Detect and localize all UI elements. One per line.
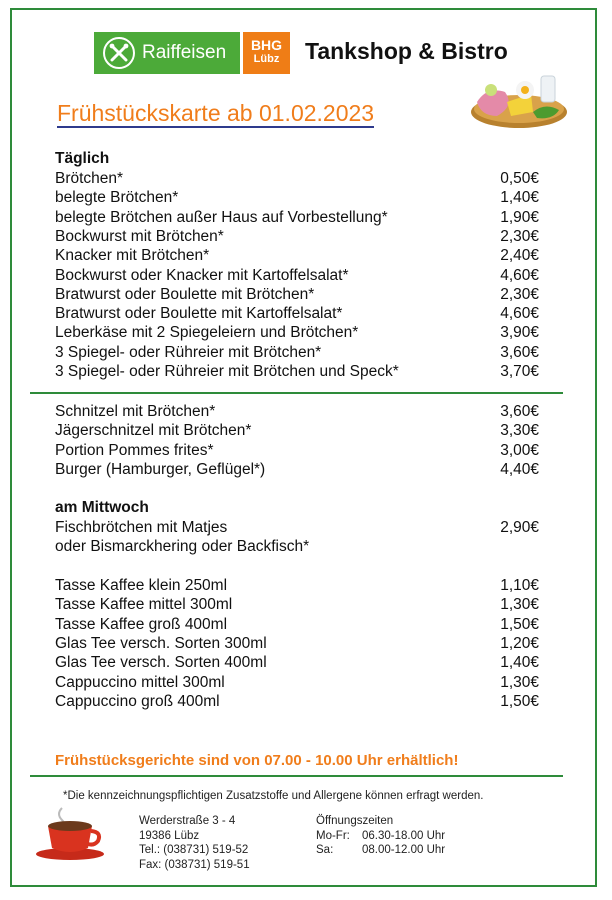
menu-item-name: Bratwurst oder Boulette mit Kartoffelsalat* bbox=[55, 305, 343, 323]
menu-item bbox=[55, 576, 539, 595]
menu-item-price: 1,40€ bbox=[500, 654, 539, 672]
menu-item-name: Knacker mit Brötchen* bbox=[55, 247, 210, 265]
hours-saturday-label: Sa: bbox=[316, 844, 334, 856]
menu-item-name: Glas Tee versch. Sorten 300ml bbox=[55, 634, 267, 652]
menu-item-price: 4,40€ bbox=[500, 460, 539, 478]
menu-item-price: 3,60€ bbox=[500, 343, 539, 361]
address-street: Werderstraße 3 - 4 bbox=[139, 815, 236, 827]
menu-item-price: 1,40€ bbox=[500, 189, 539, 207]
menu-item-price: 1,30€ bbox=[500, 673, 539, 691]
bhg-badge-line1: BHG bbox=[250, 37, 283, 53]
hours-title: Öffnungszeiten bbox=[316, 815, 394, 827]
logo-name: Raiffeisen bbox=[142, 42, 227, 63]
menu-item bbox=[55, 285, 539, 304]
menu-item bbox=[55, 421, 539, 440]
menu-item-price: 4,60€ bbox=[500, 266, 539, 284]
menu-item-name: Jägerschnitzel mit Brötchen* bbox=[55, 422, 252, 440]
menu-item-price: 3,00€ bbox=[500, 441, 539, 459]
menu-item-name: Bockwurst mit Brötchen* bbox=[55, 227, 224, 245]
bhg-badge bbox=[243, 32, 290, 74]
hours-saturday-time: 08.00-12.00 Uhr bbox=[362, 844, 446, 856]
breakfast-plate-icon bbox=[467, 72, 571, 130]
menu-item-price: 1,50€ bbox=[500, 692, 539, 710]
menu-item-name: oder Bismarckhering oder Backfisch* bbox=[55, 538, 310, 556]
menu-item-name: Cappuccino mittel 300ml bbox=[55, 673, 225, 691]
menu-item bbox=[55, 441, 539, 460]
raiffeisen-logo bbox=[94, 32, 240, 74]
opening-notice: Frühstücksgerichte sind von 07.00 - 10.00 Uhr erhältlich! bbox=[55, 752, 459, 769]
menu-item bbox=[55, 460, 539, 479]
menu-item-price: 1,10€ bbox=[500, 577, 539, 594]
menu-item-name: Bratwurst oder Boulette mit Brötchen* bbox=[55, 285, 315, 303]
menu-item-name: Tasse Kaffee mittel 300ml bbox=[55, 596, 233, 614]
menu-item bbox=[55, 653, 539, 672]
menu-item bbox=[55, 615, 539, 634]
menu-item-price: 0,50€ bbox=[500, 170, 539, 187]
menu-item-price: 2,90€ bbox=[500, 519, 539, 536]
divider bbox=[30, 392, 563, 394]
menu-item-price: 1,50€ bbox=[500, 615, 539, 633]
menu-item-name: Bockwurst oder Knacker mit Kartoffelsalat* bbox=[55, 266, 349, 284]
hours-weekday-label: Mo-Fr: bbox=[316, 829, 350, 842]
menu-item-price: 3,90€ bbox=[500, 324, 539, 342]
menu-item-name: Burger (Hamburger, Geflügel*) bbox=[55, 460, 266, 478]
allergen-footnote: *Die kennzeichnungspflichtigen Zusatzstoffe und Allergene können erfragt werden. bbox=[63, 790, 484, 802]
menu-item-name: Glas Tee versch. Sorten 400ml bbox=[55, 654, 267, 672]
address-fax: Fax: (038731) 519-51 bbox=[139, 858, 250, 871]
menu-item bbox=[55, 246, 539, 265]
address-city: 19386 Lübz bbox=[139, 829, 200, 842]
section-heading-daily: Täglich bbox=[55, 150, 110, 167]
menu-item-name: 3 Spiegel- oder Rühreier mit Brötchen und Speck* bbox=[55, 363, 399, 380]
menu-item bbox=[55, 208, 539, 227]
menu-item-price: 1,20€ bbox=[500, 634, 539, 652]
menu-item bbox=[55, 169, 539, 188]
menu-item-name: Leberkäse mit 2 Spiegeleiern und Brötchen* bbox=[55, 324, 359, 342]
menu-item bbox=[55, 266, 539, 285]
address-phone: Tel.: (038731) 519-52 bbox=[139, 844, 249, 856]
menu-item-price: 1,30€ bbox=[500, 596, 539, 614]
divider bbox=[30, 775, 563, 777]
menu-item bbox=[55, 323, 539, 342]
menu-item-name: Cappuccino groß 400ml bbox=[55, 692, 220, 710]
menu-item-price: 3,60€ bbox=[500, 403, 539, 420]
menu-item bbox=[55, 343, 539, 362]
menu-item bbox=[55, 362, 539, 381]
menu-title: Frühstückskarte ab 01.02.2023 bbox=[57, 100, 375, 126]
menu-item bbox=[55, 673, 539, 692]
menu-item-price: 3,30€ bbox=[500, 422, 539, 440]
menu-item-name: belegte Brötchen außer Haus auf Vorbestellung* bbox=[55, 208, 388, 226]
menu-item-name: Tasse Kaffee groß 400ml bbox=[55, 615, 228, 633]
menu-item bbox=[55, 227, 539, 246]
menu-item-name: Tasse Kaffee klein 250ml bbox=[55, 577, 228, 594]
menu-item bbox=[55, 188, 539, 207]
menu-item-price: 2,30€ bbox=[500, 285, 539, 303]
shop-title: Tankshop & Bistro bbox=[305, 38, 508, 64]
menu-item-name: 3 Spiegel- oder Rühreier mit Brötchen* bbox=[55, 343, 322, 361]
bhg-badge-line2: Lübz bbox=[253, 53, 280, 65]
section-heading-wednesday: am Mittwoch bbox=[55, 499, 149, 516]
raiffeisen-cross-icon bbox=[103, 37, 135, 69]
menu-item bbox=[55, 518, 539, 537]
menu-item-name: Portion Pommes frites* bbox=[55, 441, 214, 459]
menu-item-name: belegte Brötchen* bbox=[55, 189, 179, 207]
menu-item bbox=[55, 402, 539, 421]
menu-item-price: 4,60€ bbox=[500, 305, 539, 323]
hours-weekday-time: 06.30-18.00 Uhr bbox=[362, 829, 446, 842]
menu-item-price: 1,90€ bbox=[500, 208, 539, 226]
menu-item-name: Brötchen* bbox=[55, 170, 124, 187]
menu-item bbox=[55, 634, 539, 653]
menu-item bbox=[55, 595, 539, 614]
opening-hours-block bbox=[316, 814, 445, 858]
menu-item bbox=[55, 304, 539, 323]
coffee-cup-icon bbox=[34, 804, 106, 862]
menu-item-price: 3,70€ bbox=[500, 363, 539, 380]
menu-item-price: 2,30€ bbox=[500, 227, 539, 245]
menu-item-name: Schnitzel mit Brötchen* bbox=[55, 403, 216, 420]
menu-item-name: Fischbrötchen mit Matjes bbox=[55, 519, 228, 536]
menu-item bbox=[55, 692, 539, 711]
address-block bbox=[139, 814, 250, 872]
menu-item-price: 2,40€ bbox=[500, 247, 539, 265]
menu-item bbox=[55, 537, 539, 556]
